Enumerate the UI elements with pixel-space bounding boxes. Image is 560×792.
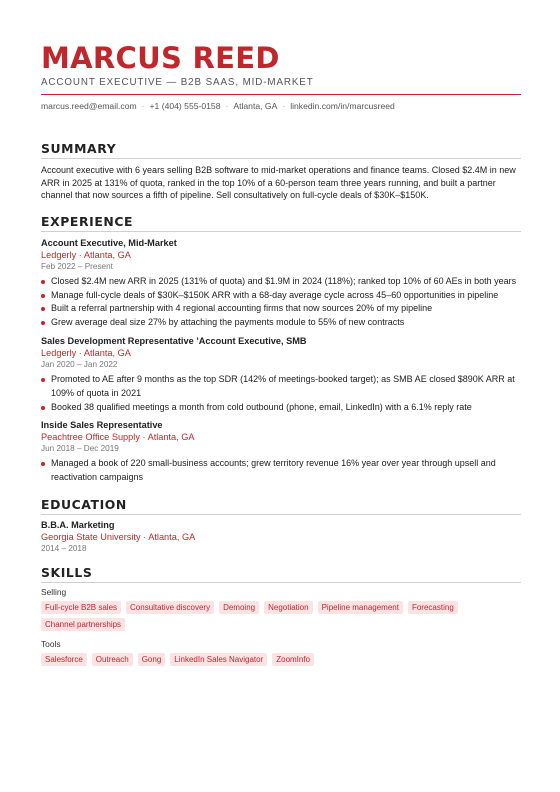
job-entry [41,420,521,485]
skill-group-label: Selling [41,586,67,597]
education-section [41,497,521,553]
contact-separator: · [141,101,145,111]
section-heading-summary: SUMMARY [41,141,521,159]
bullet-item [41,457,521,485]
bullet-item [41,289,521,303]
job-entry [41,336,521,414]
skill-tag: Demoing [219,601,259,614]
section-heading-skills: SKILLS [41,565,521,583]
candidate-name: MARCUS REED [41,41,280,75]
contact-phone[interactable]: +1 (404) 555-0158 [149,101,221,111]
job-dates: Jan 2020 – Jan 2022 [41,359,118,369]
candidate-title: ACCOUNT EXECUTIVE — B2B SAAS, MID-MARKET [41,77,314,88]
resume-header [41,42,521,111]
skill-tag: Negotiation [264,601,312,614]
skill-tag: Forecasting [408,601,458,614]
degree: B.B.A. Marketing [41,519,115,530]
skill-tag: Full-cycle B2B sales [41,601,121,614]
school: Georgia State University · Atlanta, GA [41,531,196,542]
job-bullets [41,373,521,414]
job-title: Inside Sales Representative [41,420,163,431]
contact-separator: · [282,101,286,111]
contact-location: Atlanta, GA [233,101,278,111]
job-dates: Feb 2022 – Present [41,261,113,271]
job-entry [41,238,521,330]
header-divider [41,94,521,95]
summary-section [41,141,521,202]
bullet-item [41,373,521,401]
skills-section [41,565,521,670]
job-dates: Jun 2018 – Dec 2019 [41,444,119,454]
summary-text: Account executive with 6 years selling B2B software to mid-market operations and finance teams. Closed $2.4M in new ARR in 2025 at 131% of quota, ranked in the top 10% of a 60-person team three years running, and built a partner channel that now sources a fifth of pipeline. Sell consultatively on full-cycle deals of $30K–$150K. [41,165,516,201]
job-title: Sales Development Representative ’Account Executive, SMB [41,335,307,346]
resume-page [41,42,521,670]
bullet-item [41,275,521,289]
bullet-text: Promoted to AE after 9 months as the top SDR (142% of meetings-booked target); as SMB AE closed $890K ARR at 109% of quota in 2021 [51,373,515,398]
education-dates: 2014 – 2018 [41,543,87,553]
bullet-dot-icon [41,280,45,284]
bullet-text: Manage full-cycle deals of $30K–$150K ARR with a 68-day average cycle across 45–60 opportunities in pipeline [51,289,499,300]
job-title: Account Executive, Mid-Market [41,237,177,248]
skill-tag: Outreach [92,653,133,666]
skill-tag: Consultative discovery [126,601,214,614]
skill-tag: LinkedIn Sales Navigator [170,653,267,666]
bullet-dot-icon [41,378,45,382]
bullet-text: Built a referral partnership with 4 regional accounting firms that now sources 20% of my pipeline [51,303,433,314]
contact-email[interactable]: marcus.reed@email.com [41,101,137,111]
contact-separator: · [225,101,229,111]
bullet-text: Closed $2.4M new ARR in 2025 (131% of quota) and $1.9M in 2024 (118%); ranked top 10% of 60 AEs in both years [51,275,517,286]
skill-tags [41,653,511,670]
section-heading-experience: EXPERIENCE [41,214,521,232]
contact-linkedin[interactable]: linkedin.com/in/marcusreed [290,101,395,111]
section-heading-education: EDUCATION [41,497,521,515]
bullet-dot-icon [41,406,45,410]
bullet-item [41,302,521,316]
skill-tag: Salesforce [41,653,87,666]
job-company: Ledgerly · Atlanta, GA [41,249,131,260]
experience-section [41,214,521,485]
job-bullets [41,275,521,330]
skill-tag: Channel partnerships [41,618,125,631]
bullet-item [41,316,521,330]
bullet-text: Managed a book of 220 small-business accounts; grew territory revenue 16% year over year through upsell and reactivation campaigns [51,458,496,483]
bullet-dot-icon [41,462,45,466]
contact-line [41,101,521,111]
job-company: Peachtree Office Supply · Atlanta, GA [41,432,195,443]
bullet-item [41,401,521,415]
skill-tag: Gong [138,653,166,666]
job-company: Ledgerly · Atlanta, GA [41,347,131,358]
bullet-text: Booked 38 qualified meetings a month from cold outbound (phone, email, LinkedIn) with a 6.1% reply rate [51,401,472,412]
job-bullets [41,457,521,485]
bullet-dot-icon [41,321,45,325]
bullet-dot-icon [41,307,45,311]
skill-tag: Pipeline management [318,601,403,614]
skill-tags [41,601,511,635]
skill-group-label: Tools [41,638,61,649]
bullet-text: Grew average deal size 27% by attaching the payments module to 55% of new contracts [51,317,405,328]
bullet-dot-icon [41,294,45,298]
skill-tag: ZoomInfo [272,653,314,666]
